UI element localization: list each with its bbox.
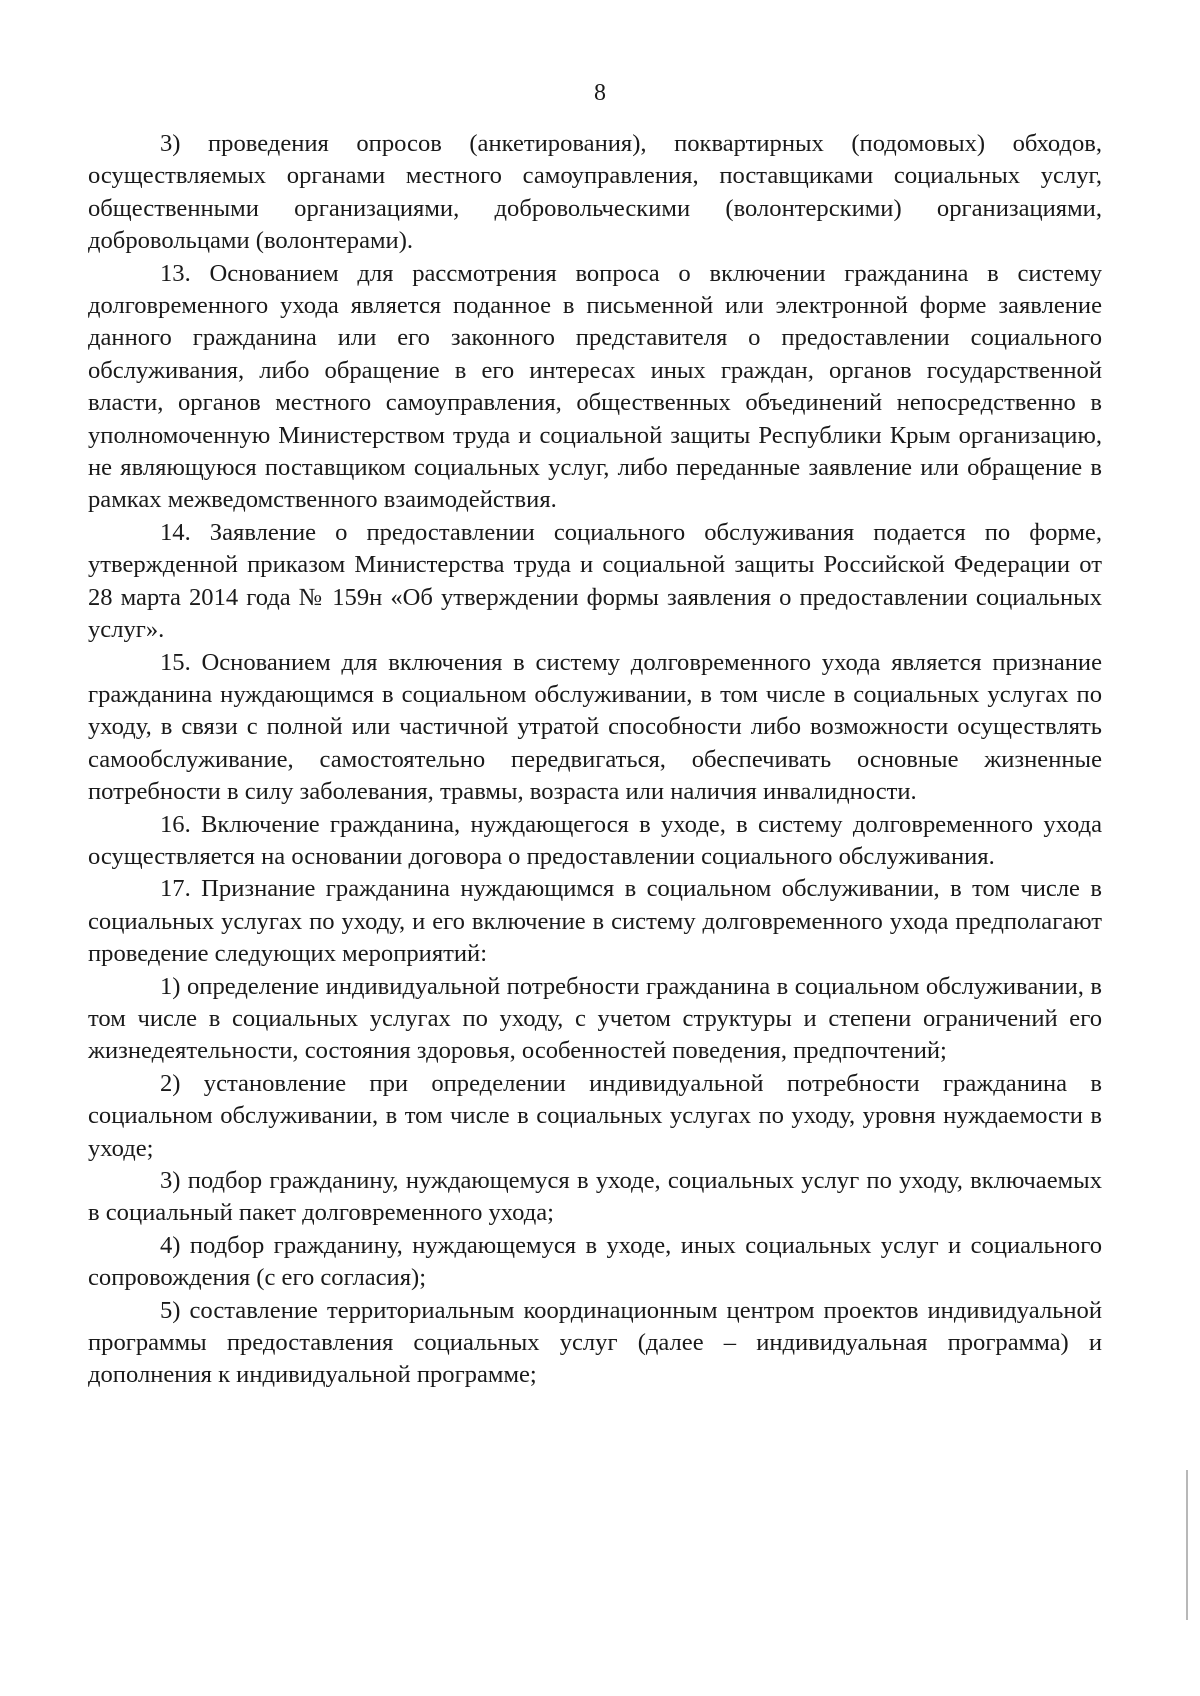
paragraph-14-application-form: 14. Заявление о предоставлении социального обслуживания подается по форме, утвержденной приказом Министерства труда и социальной защиты Российской Федерации от 28 марта 2014 года № 159н «Об утверждении формы заявления о предоставлении социальных услуг». bbox=[88, 518, 1102, 644]
scan-edge-mark bbox=[1186, 1470, 1188, 1620]
list-item-1-individual-need: 1) определение индивидуальной потребности гражданина в социальном обслуживании, в том числе в социальных услугах по уходу, с учетом структуры и степени ограничений его жизнедеятельности, состояния здоровья, особенностей поведения, предпочтений; bbox=[88, 972, 1102, 1065]
paragraph-16-inclusion-contract: 16. Включение гражданина, нуждающегося в уходе, в систему долговременного ухода осуществляется на основании договора о предоставлении социального обслуживания. bbox=[88, 810, 1102, 870]
paragraph-item-3-surveys: 3) проведения опросов (анкетирования), поквартирных (подомовых) обходов, осуществляемых органами местного самоуправления, поставщиками социальных услуг, общественными организациями, добровольческими (волонтерскими) организациями, добровольцами (волонтерами). bbox=[88, 130, 1102, 255]
list-item-2-need-level: 2) установление при определении индивидуальной потребности гражданина в социальном обслуживании, в том числе в социальных услугах по уходу, уровня нуждаемости в уходе; bbox=[88, 1069, 1102, 1162]
document-body bbox=[88, 128, 1102, 1392]
list-item-4-other-services: 4) подбор гражданину, нуждающемуся в уходе, иных социальных услуг и социального сопровождения (с его согласия); bbox=[88, 1231, 1102, 1292]
list-item-3-care-services: 3) подбор гражданину, нуждающемуся в уходе, социальных услуг по уходу, включаемых в социальный пакет долговременного ухода; bbox=[88, 1167, 1102, 1227]
page-number: 8 bbox=[594, 80, 606, 106]
paragraph-17-recognition-measures: 17. Признание гражданина нуждающимся в социальном обслуживании, в том числе в социальных услугах по уходу, и его включение в систему долговременного ухода предполагают проведение следующих мероприятий: bbox=[88, 875, 1102, 968]
list-item-5-individual-program: 5) составление территориальным координационным центром проектов индивидуальной программы предоставления социальных услуг (далее – индивидуальная программа) и дополнения к индивидуальной программе; bbox=[88, 1296, 1102, 1389]
paragraph-13-basis-for-consideration: 13. Основанием для рассмотрения вопроса о включении гражданина в систему долговременного ухода является поданное в письменной или электронной форме заявление данного гражданина или его законного представителя о предоставлении социального обслуживания, либо обращение в его интересах иных граждан, органов государственной власти, органов местного самоуправления, общественных объединений непосредственно в уполномоченную Министерством труда и социальной защиты Республики Крым организацию, не являющуюся поставщиком социальных услуг, либо переданные заявление или обращение в рамках межведомственного взаимодействия. bbox=[88, 259, 1102, 514]
paragraph-15-basis-for-inclusion: 15. Основанием для включения в систему долговременного ухода является признание гражданина нуждающимся в социальном обслуживании, в том числе в социальных услугах по уходу, в связи с полной или частичной утратой способности либо возможности осуществлять самообслуживание, самостоятельно передвигаться, обеспечивать основные жизненные потребности в силу заболевания, травмы, возраста или наличия инвалидности. bbox=[88, 648, 1102, 806]
